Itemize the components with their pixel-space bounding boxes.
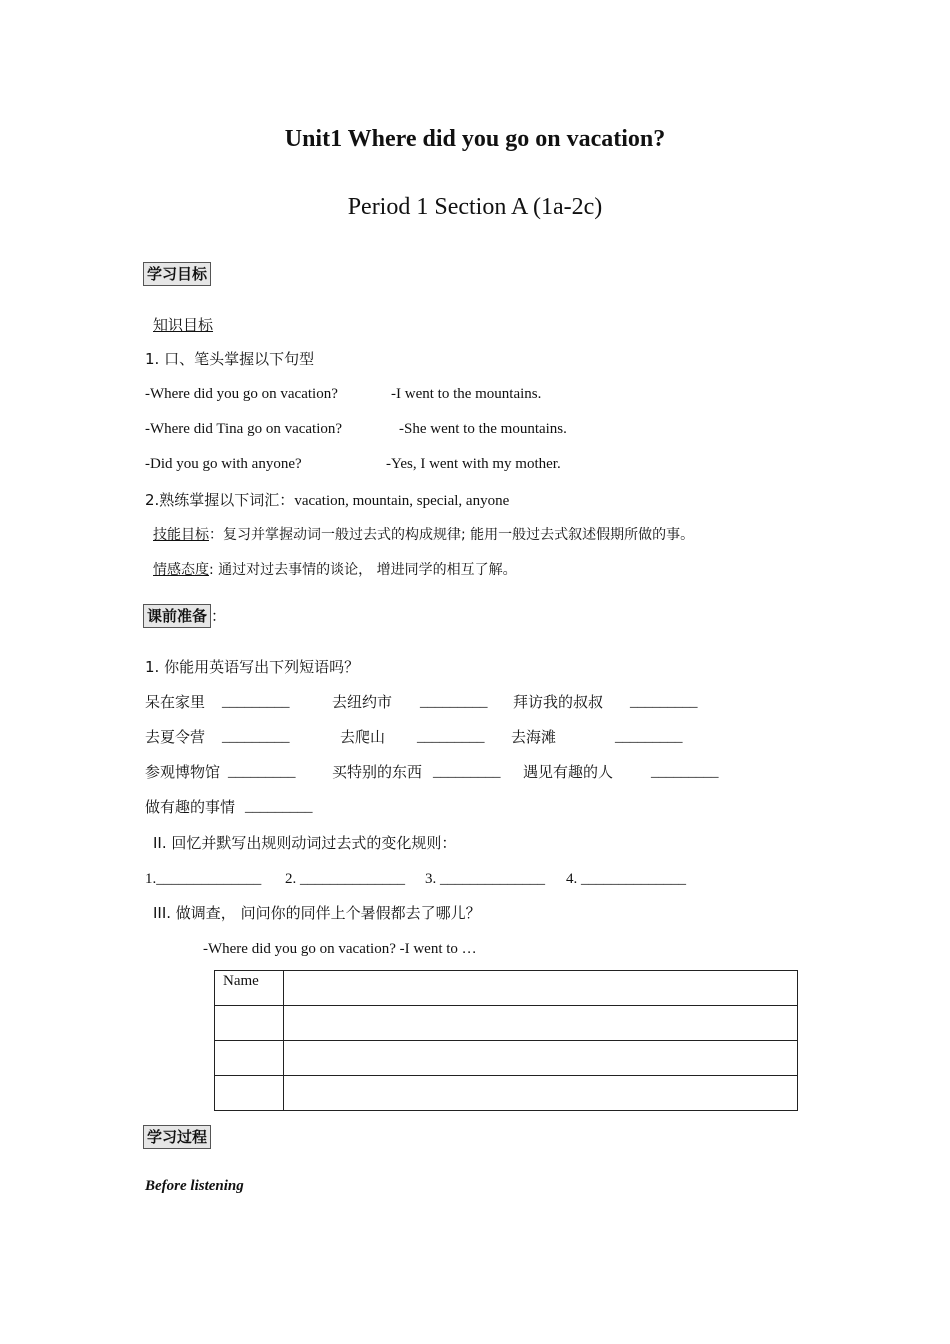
phrase-blank: _________ xyxy=(417,729,485,745)
phrase-item: 呆在家里 xyxy=(145,693,206,711)
goal-item-2-words: vacation, mountain, special, anyone xyxy=(294,493,510,509)
prep-heading: 课前准备 xyxy=(143,604,211,628)
page-title: Unit1 Where did you go on vacation? xyxy=(284,126,666,152)
prep-heading-suffix: ： xyxy=(211,607,227,625)
skill-text: ：复习并掌握动词一般过去式的构成规律; 能用一般过去式叙述假期所做的事。 xyxy=(209,527,695,543)
sentence-a-3: -Yes, I went with my mother. xyxy=(386,456,561,472)
phrase-item: 去纽约市 xyxy=(332,693,393,711)
table-cell[interactable] xyxy=(284,1041,798,1076)
phrase-blank: _________ xyxy=(433,764,501,780)
table-cell[interactable] xyxy=(215,1076,284,1111)
table-cell[interactable] xyxy=(284,1006,798,1041)
phrase-blank: _________ xyxy=(222,729,290,745)
emotion-text: : 通过对过去事情的谈论， 增进同学的相互了解。 xyxy=(209,562,517,578)
skill-goal xyxy=(153,525,694,545)
phrase-item: 拜访我的叔叔 xyxy=(513,693,604,711)
sentence-q-2: -Where did Tina go on vacation? xyxy=(145,421,343,437)
table-row xyxy=(215,1041,798,1076)
process-heading: 学习过程 xyxy=(143,1125,211,1149)
phrase-blank: _________ xyxy=(245,799,313,815)
table-row xyxy=(215,971,798,1006)
table-cell[interactable] xyxy=(215,1041,284,1076)
knowledge-label: 知识目标 xyxy=(153,316,214,334)
table-row xyxy=(215,1006,798,1041)
phrase-item: 去爬山 xyxy=(340,728,386,746)
prep-q2: II. 回忆并默写出规则动词过去式的变化规则： xyxy=(153,834,457,852)
phrase-blank: _________ xyxy=(228,764,296,780)
emotion-goal xyxy=(153,560,517,580)
sentence-a-1: -I went to the mountains. xyxy=(391,386,542,402)
prep-heading-row xyxy=(143,604,226,628)
prep-q1: 1. 你能用英语写出下列短语吗？ xyxy=(145,658,360,676)
phrase-item: 遇见有趣的人 xyxy=(523,763,614,781)
table-header-name: Name xyxy=(215,971,284,1006)
phrase-item: 去海滩 xyxy=(511,728,557,746)
survey-dialog: -Where did you go on vacation? -I went to … xyxy=(203,941,477,957)
phrase-blank: _________ xyxy=(615,729,683,745)
goal-item-2-prefix: 2.熟练掌握以下词汇： xyxy=(145,491,295,509)
phrase-item: 做有趣的事情 xyxy=(145,798,236,816)
sentence-a-2: -She went to the mountains. xyxy=(399,421,567,437)
rule-blank-1: 1.______________ xyxy=(145,871,262,887)
rule-blank-3: 3. ______________ xyxy=(425,871,545,887)
page-subtitle: Period 1 Section A (1a-2c) xyxy=(347,194,603,220)
table-cell[interactable] xyxy=(215,1006,284,1041)
rule-blank-4: 4. ______________ xyxy=(566,871,686,887)
before-listening: Before listening xyxy=(145,1178,244,1194)
goals-heading: 学习目标 xyxy=(143,262,211,286)
survey-table xyxy=(214,970,798,1111)
goal-item-2 xyxy=(145,490,509,511)
rule-blank-2: 2. ______________ xyxy=(285,871,405,887)
table-cell[interactable] xyxy=(284,1076,798,1111)
sentence-q-3: -Did you go with anyone? xyxy=(145,456,302,472)
phrase-blank: _________ xyxy=(222,694,290,710)
phrase-item: 去夏令营 xyxy=(145,728,206,746)
phrase-blank: _________ xyxy=(420,694,488,710)
sentence-q-1: -Where did you go on vacation? xyxy=(145,386,338,402)
emotion-label: 情感态度 xyxy=(153,562,209,578)
skill-label: 技能目标 xyxy=(153,527,209,543)
table-cell[interactable] xyxy=(284,971,798,1006)
table-row xyxy=(215,1076,798,1111)
phrase-blank: _________ xyxy=(651,764,719,780)
phrase-item: 参观博物馆 xyxy=(145,763,221,781)
phrase-item: 买特别的东西 xyxy=(332,763,423,781)
phrase-blank: _________ xyxy=(630,694,698,710)
goal-item-1: 1. 口、笔头掌握以下句型 xyxy=(145,350,315,368)
prep-q3: III. 做调查， 问问你的同伴上个暑假都去了哪儿？ xyxy=(153,904,481,922)
